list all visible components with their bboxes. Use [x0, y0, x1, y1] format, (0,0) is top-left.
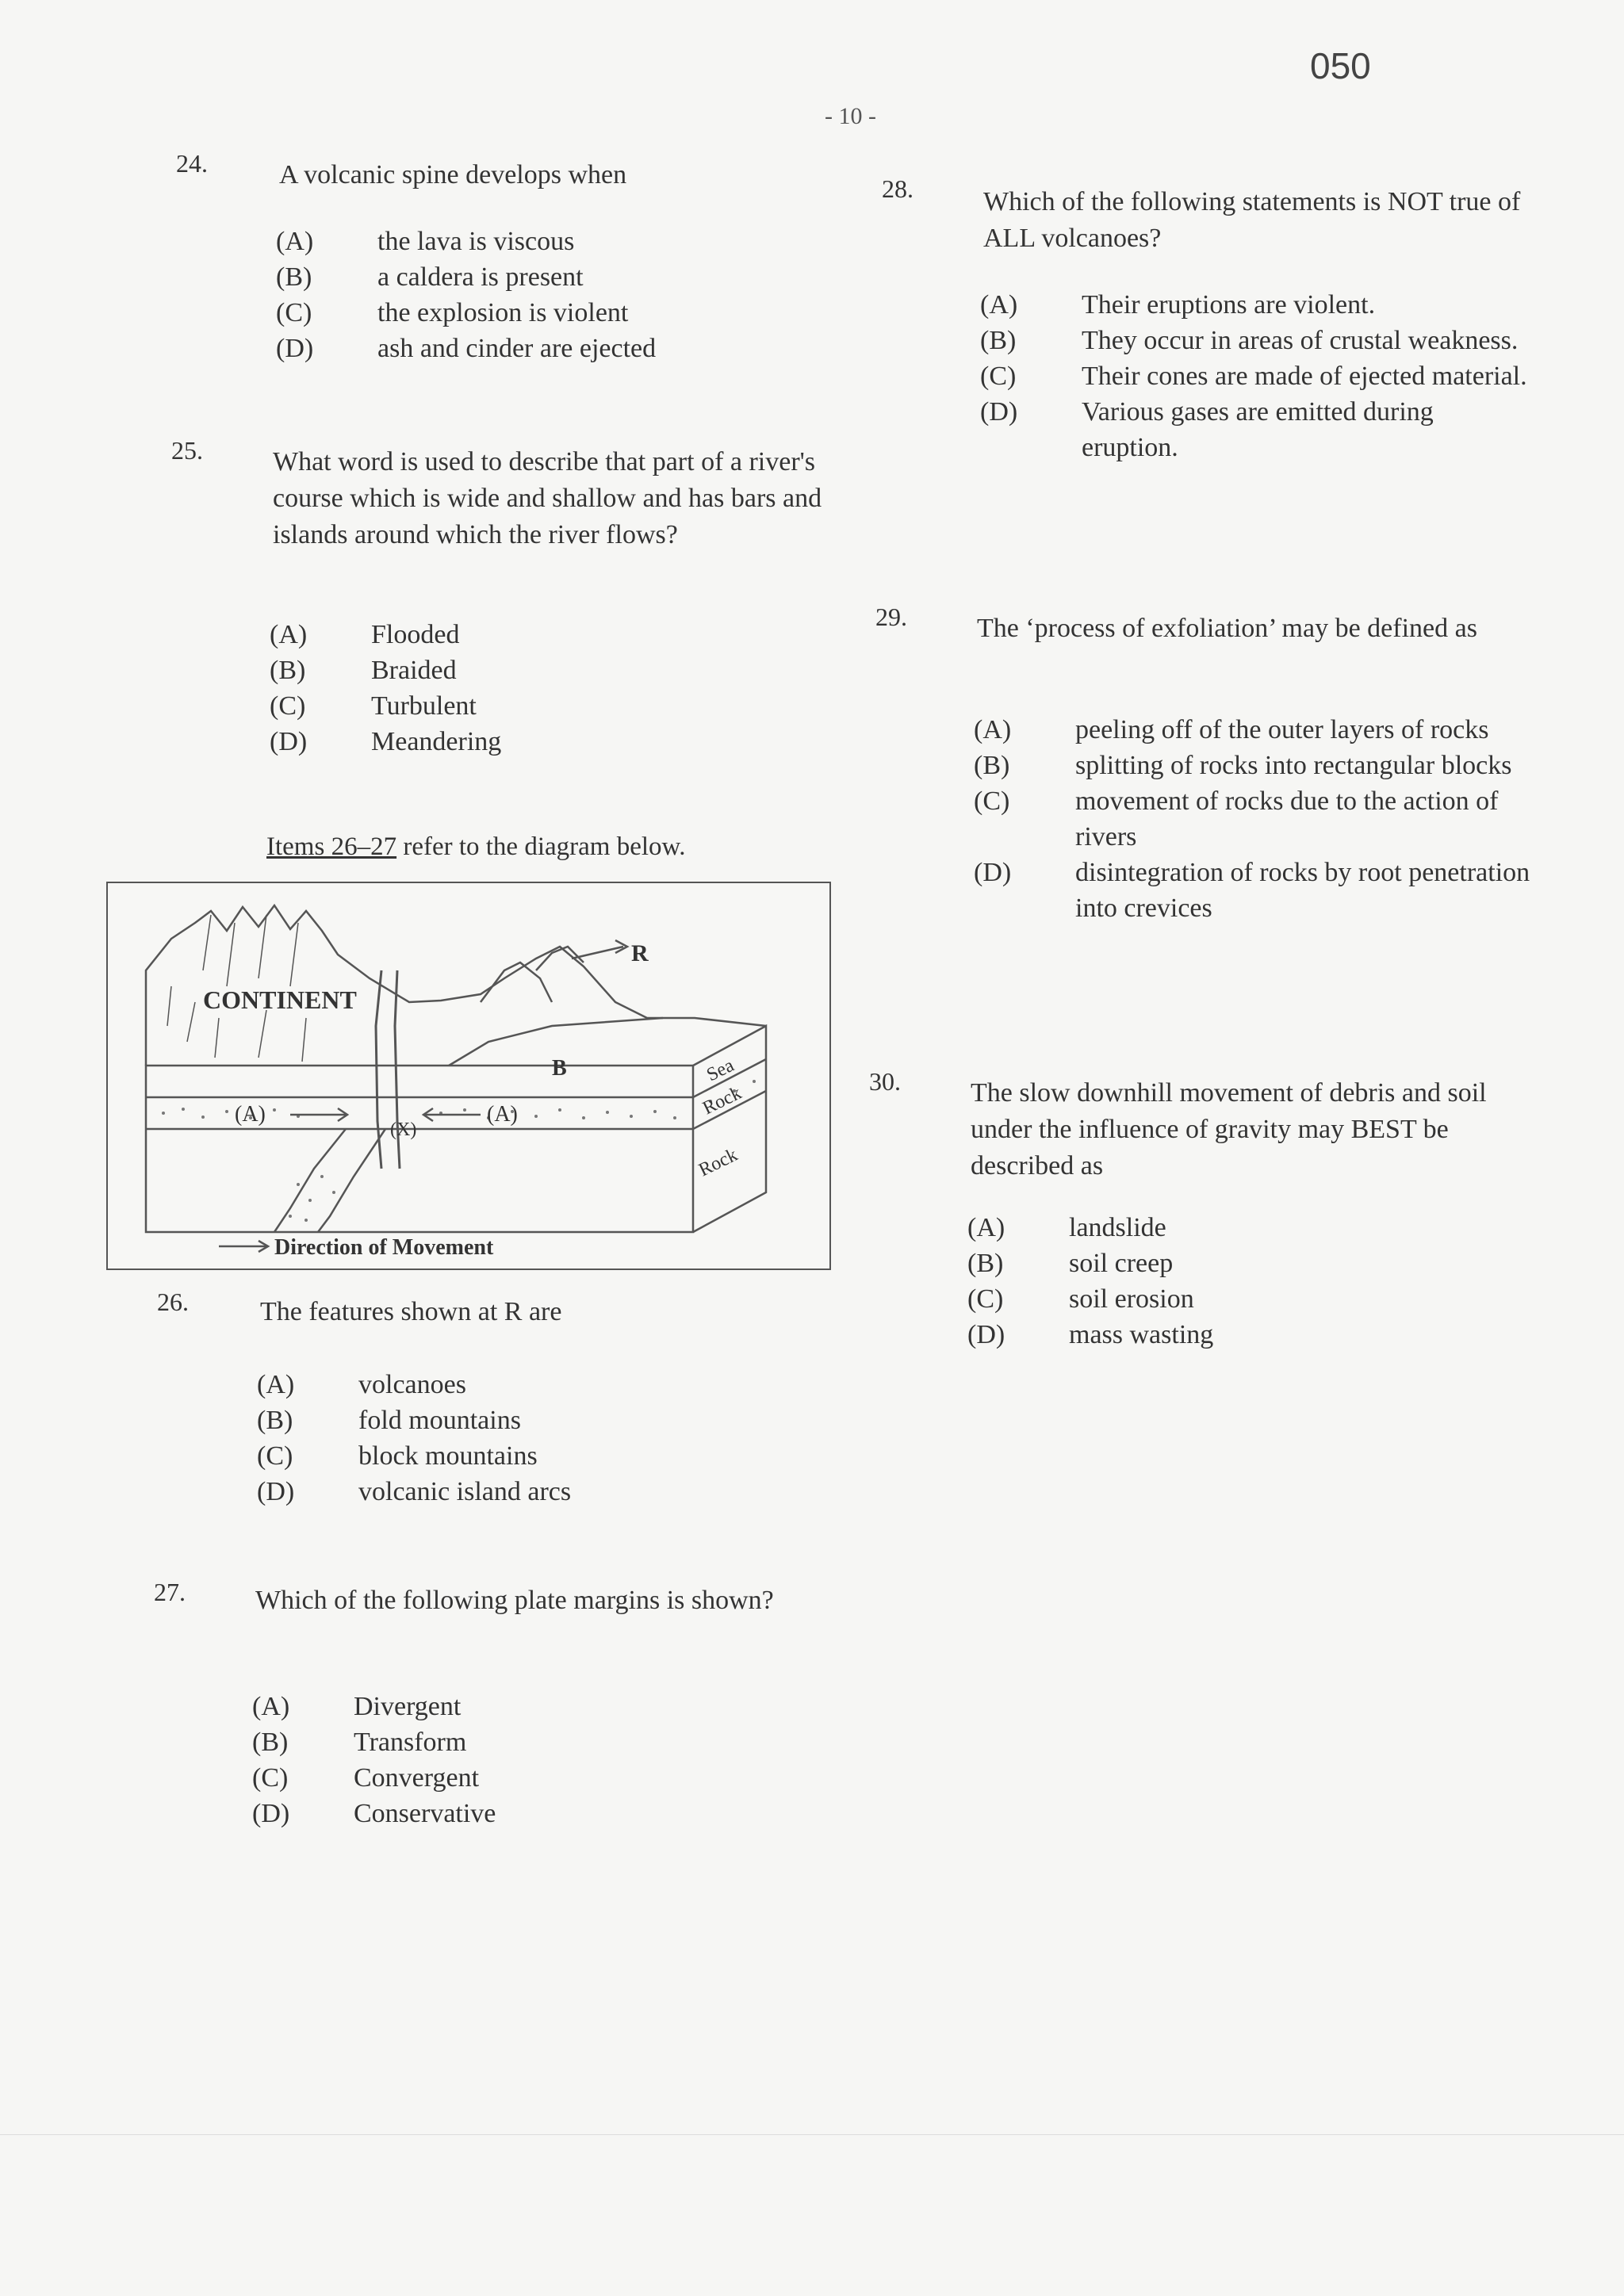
- question-25-option-c[interactable]: (C) Turbulent: [270, 691, 477, 721]
- question-29-option-c[interactable]: (C) movement of rocks due to the action of rivers: [974, 786, 1499, 851]
- question-24-stem: A volcanic spine develops when: [279, 160, 627, 189]
- question-29-stem: The ‘process of exfoliation’ may be defined as: [977, 614, 1477, 643]
- label-a-left: (A): [235, 1102, 266, 1127]
- question-29-options: [974, 712, 1537, 926]
- question-25-number: 25.: [171, 436, 203, 465]
- label-a-right: (A): [487, 1102, 518, 1127]
- question-24-option-a[interactable]: (A) the lava is viscous: [276, 227, 575, 256]
- question-25-options: [270, 617, 841, 760]
- scan-artifact-line: [0, 2134, 1624, 2135]
- label-r: R: [631, 940, 649, 966]
- question-27-option-d[interactable]: (D) Conservative: [252, 1799, 496, 1828]
- question-27-options: [252, 1689, 823, 1831]
- question-27-option-a[interactable]: (A) Divergent: [252, 1692, 462, 1721]
- question-24-number: 24.: [176, 149, 208, 178]
- question-28-options: [980, 287, 1535, 465]
- items-range: Items 26–27: [266, 832, 397, 861]
- label-b: B: [552, 1056, 567, 1081]
- question-28-option-a[interactable]: (A) Their eruptions are violent.: [980, 290, 1376, 320]
- question-29-number: 29.: [875, 603, 907, 631]
- question-30-option-b[interactable]: (B) soil creep: [967, 1249, 1174, 1278]
- question-29-option-d[interactable]: (D) disintegration of rocks by root penetration into crevices: [974, 858, 1530, 923]
- question-26-option-b[interactable]: (B) fold mountains: [257, 1406, 521, 1435]
- label-rock-upper: Rock: [699, 1082, 745, 1119]
- label-rock-lower: Rock: [695, 1144, 741, 1181]
- question-28-number: 28.: [882, 174, 914, 203]
- question-27-stem: Which of the following plate margins is shown?: [255, 1586, 774, 1615]
- diagram-illustration: [108, 883, 829, 1269]
- question-26-option-d[interactable]: (D) volcanic island arcs: [257, 1477, 572, 1506]
- page-number: - 10 -: [825, 103, 876, 129]
- question-25-option-b[interactable]: (B) Braided: [270, 656, 457, 685]
- exam-code: 050: [1310, 45, 1371, 86]
- question-27-option-c[interactable]: (C) Convergent: [252, 1763, 480, 1793]
- items-reference: [266, 832, 685, 862]
- block-right-face: [693, 1026, 766, 1232]
- question-25-option-d[interactable]: (D) Meandering: [270, 727, 502, 756]
- question-26-number: 26.: [157, 1288, 189, 1316]
- question-30-options: [967, 1210, 1522, 1353]
- question-28-option-d[interactable]: (D) Various gases are emitted during eruption.: [980, 397, 1434, 462]
- question-27-option-b[interactable]: (B) Transform: [252, 1728, 467, 1757]
- question-28-stem: Which of the following statements is NOT true of ALL volcanoes?: [983, 187, 1521, 253]
- question-29-option-a[interactable]: (A) peeling off of the outer layers of rocks: [974, 715, 1489, 744]
- label-sea: Sea: [703, 1054, 737, 1086]
- question-30-stem: The slow downhill movement of debris and soil under the influence of gravity may BEST be described as: [971, 1078, 1487, 1181]
- question-24-option-b[interactable]: (B) a caldera is present: [276, 262, 584, 292]
- question-25-option-a[interactable]: (A) Flooded: [270, 620, 460, 649]
- plate-margin-diagram: [106, 882, 831, 1270]
- label-continent: CONTINENT: [203, 985, 357, 1014]
- items-reference-text: refer to the diagram below.: [396, 832, 686, 861]
- question-30-option-c[interactable]: (C) soil erosion: [967, 1284, 1194, 1314]
- question-28-option-c[interactable]: (C) Their cones are made of ejected material.: [980, 362, 1527, 391]
- question-30-option-a[interactable]: (A) landslide: [967, 1213, 1166, 1242]
- question-29-option-b[interactable]: (B) splitting of rocks into rectangular blocks: [974, 751, 1512, 780]
- question-26-option-c[interactable]: (C) block mountains: [257, 1441, 538, 1471]
- question-24-option-c[interactable]: (C) the explosion is violent: [276, 298, 629, 327]
- question-26-stem: The features shown at R are: [260, 1297, 562, 1326]
- label-x: (X): [390, 1119, 417, 1140]
- question-24-option-d[interactable]: (D) ash and cinder are ejected: [276, 334, 657, 363]
- question-26-options: [257, 1367, 828, 1510]
- question-28-option-b[interactable]: (B) They occur in areas of crustal weakness.: [980, 326, 1519, 355]
- question-25-stem: What word is used to describe that part of a river's course which is wide and shallow and has bars and islands around which the river flows?: [273, 447, 822, 549]
- question-26-option-a[interactable]: (A) volcanoes: [257, 1370, 466, 1399]
- question-27-number: 27.: [154, 1578, 186, 1606]
- label-direction-of-movement: Direction of Movement: [274, 1235, 494, 1260]
- block-front-face: [146, 1066, 693, 1232]
- question-24-options: [276, 224, 847, 366]
- question-30-option-d[interactable]: (D) mass wasting: [967, 1320, 1214, 1349]
- question-30-number: 30.: [869, 1067, 901, 1096]
